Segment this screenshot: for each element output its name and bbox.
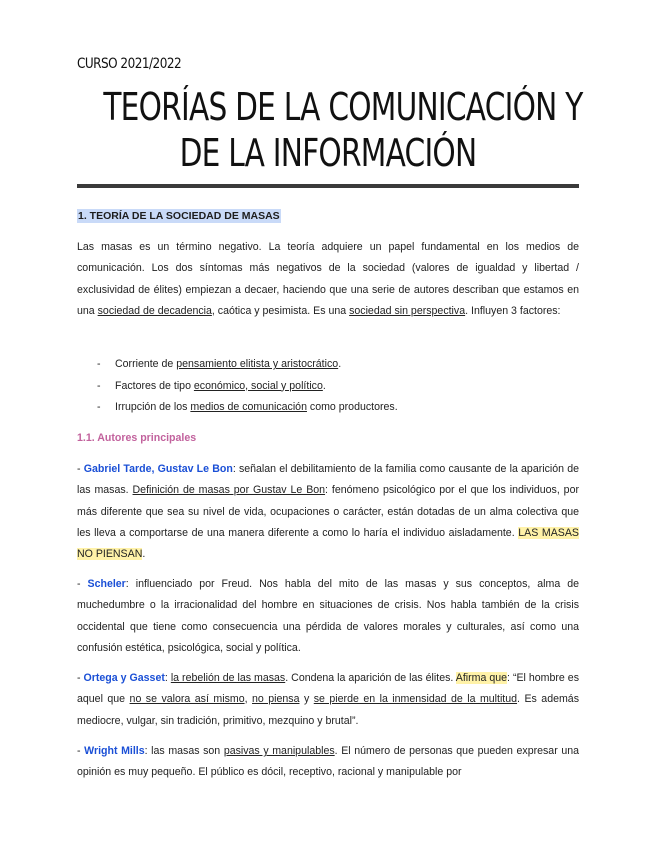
course-label: CURSO 2021/2022 bbox=[77, 56, 182, 72]
list-item: - Irrupción de los medios de comunicación como productores. bbox=[97, 401, 398, 413]
author-name: Ortega y Gasset bbox=[83, 672, 165, 684]
list-item: - Factores de tipo económico, social y político. bbox=[97, 379, 326, 392]
intro-paragraph bbox=[77, 237, 579, 322]
author-name: Wright Mills bbox=[84, 745, 145, 757]
intro-text-1: Las masas es un término negativo. La teoría adquiere un papel fundamental en los medios de comunicación. Los dos síntomas más negativos de la sociedad (valores de igualdad y libertad / exclusividad de élites) empiezan a decaer, haciendo que una serie de autores describan que estamos en una bbox=[77, 241, 579, 317]
intro-text-2: , caótica y pesimista. Es una bbox=[211, 304, 350, 317]
highlight: LAS MASAS NO PIENSAN bbox=[77, 526, 580, 561]
author-name: Gabriel Tarde, Gustav Le Bon bbox=[83, 463, 233, 475]
factors-list bbox=[77, 354, 579, 419]
title-divider bbox=[77, 184, 579, 188]
list-item: - Corriente de pensamiento elitista y aristocrático. bbox=[97, 358, 342, 370]
intro-underline-1: sociedad de decadencia bbox=[97, 304, 212, 317]
author-paragraph-ortega: - Ortega y Gasset: la rebelión de las masas. Condena la aparición de las élites. Afirma que: “El hombre es aquel que no se valora así mismo, no piensa y se pierde en la inmensidad de la multitud. Es además mediocre, vulgar, sin tradición, primitivo, mezquino y brutal”. bbox=[77, 672, 579, 727]
author-paragraph-tarde: - Gabriel Tarde, Gustav Le Bon: señalan el debilitamiento de la familia como causante de la aparición de las masas. Definición de masas por Gustav Le Bon: fenómeno psicológico por el que los individuos, por más diferente que sea su nivel de vida, ocupaciones o carácter, están dotadas de un alma colectiva que les lleva a comportarse de una manera diferente a como lo haría el individuo aisladamente. LAS MASAS NO PIENSAN. bbox=[77, 463, 580, 561]
subsection-heading: 1.1. Autores principales bbox=[77, 432, 197, 444]
page-title bbox=[40, 84, 616, 176]
intro-text-3: . Influyen 3 factores: bbox=[465, 304, 561, 317]
author-paragraph-mills: - Wright Mills: las masas son pasivas y manipulables. El número de personas que pueden expresar una opinión es muy pequeño. El público es dócil, receptivo, racional y manipulable por bbox=[77, 745, 580, 779]
highlight: Afirma que bbox=[455, 672, 508, 684]
section-heading: 1. TEORÍA DE LA SOCIEDAD DE MASAS bbox=[78, 210, 280, 222]
author-paragraph-scheler: - Scheler: influenciado por Freud. Nos habla del mito de las masas y sus conceptos, alma de muchedumbre o la irracionalidad del hombre en situaciones de crisis. Nos habla también de la crisis occidental que tiene como consecuencia una pérdida de valores morales y culturales, así como una confusión estética, psicológica, social y política. bbox=[77, 578, 580, 654]
author-name: Scheler bbox=[87, 578, 126, 590]
title-line-1: TEORÍAS DE LA COMUNICACIÓN Y bbox=[103, 85, 583, 129]
intro-underline-2: sociedad sin perspectiva bbox=[349, 304, 466, 317]
title-line-2: DE LA INFORMACIÓN bbox=[179, 131, 477, 175]
